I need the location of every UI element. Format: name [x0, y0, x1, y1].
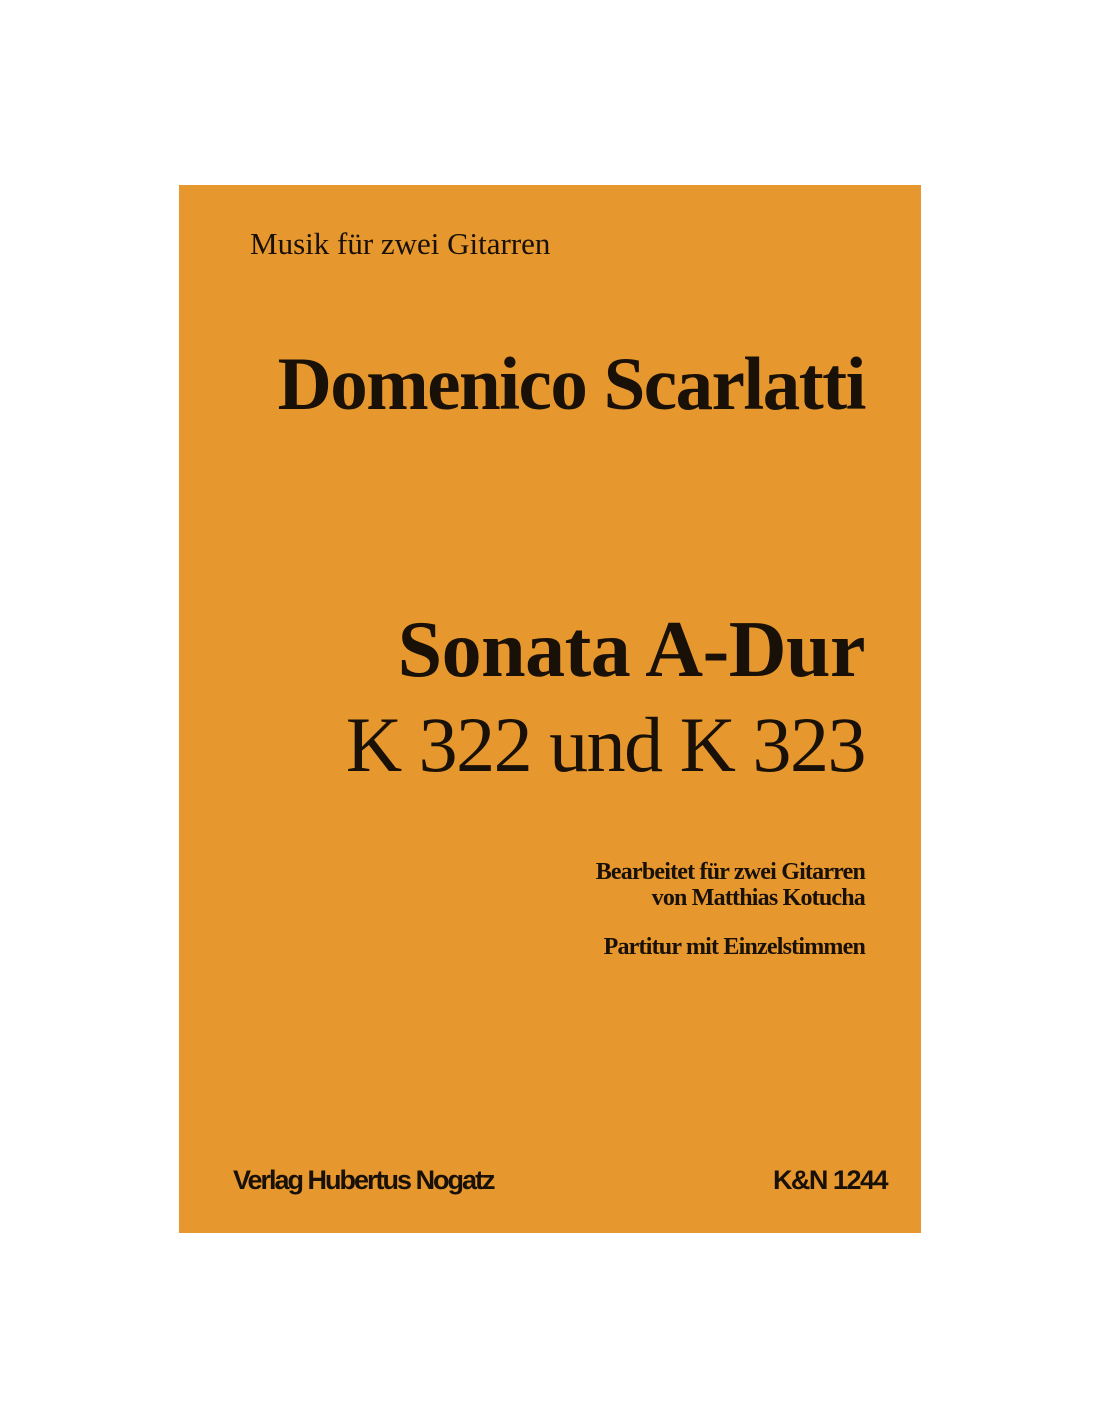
arrangement-line-2: von Matthias Kotucha [651, 885, 865, 911]
arrangement-line-1: Bearbeitet für zwei Gitarren [595, 859, 865, 885]
catalog-number: K&N 1244 [772, 1165, 887, 1195]
series-title: Musik für zwei Gitarren [250, 226, 551, 261]
publisher-name: Verlag Hubertus Nogatz [233, 1165, 494, 1195]
edition-note: Partitur mit Einzelstimmen [603, 934, 865, 960]
sheet-music-cover [179, 185, 921, 1233]
catalog-subtitle: K 322 und K 323 [345, 701, 865, 788]
composer-name: Domenico Scarlatti [277, 343, 865, 426]
arrangement-credit [596, 859, 865, 911]
work-title: Sonata A-Dur [397, 606, 865, 694]
